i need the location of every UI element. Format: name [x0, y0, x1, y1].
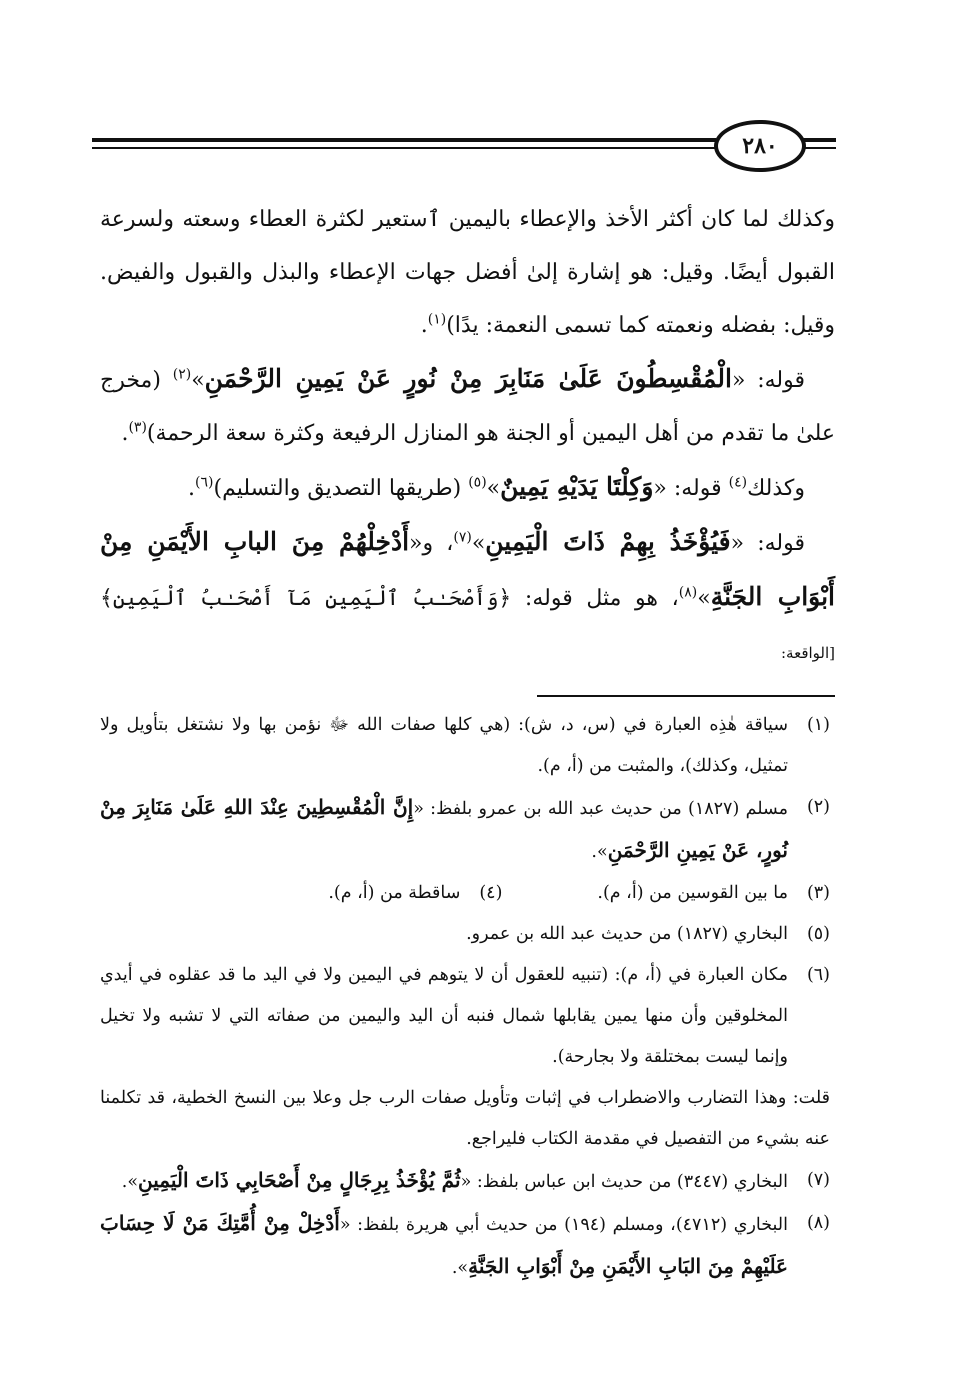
footnote-ref-3: (٣)	[128, 419, 147, 436]
footnote-ref-1: (١)	[427, 311, 447, 328]
footnote-ref-2: (٢)	[172, 366, 192, 383]
footnote-text: البخاري (١٨٢٧) من حديث عبد الله بن عمرو.	[466, 924, 788, 944]
quran-verse: وَأَصْحَـٰبُ ٱلْيَمِينِ مَآ أَصْحَـٰبُ ٱلْيَمِينِ	[112, 586, 499, 610]
footnote-text	[100, 1203, 788, 1289]
paragraph-1-text: وكذلك لما كان أكثر الأخذ والإعطاء باليمين ٱستعير لكثرة العطاء وسعته ولسرعة القبول أيضًا. وقيل: هو إشارة إلىٰ أفضل جهات الإعطاء والبذل والقبول والفيض. وقيل: بفضله ونعمته كما تسمى النعمة: يدًا)	[100, 207, 835, 338]
footnotes	[100, 705, 830, 1289]
footnote-number: (٤)	[479, 883, 503, 903]
footnote-3-text: ما بين القوسين من (أ، م).	[597, 883, 788, 903]
fn8-intro: البخاري (٤٧١٢)، ومسلم (١٩٤) من حديث أبي هريرة بلفظ: «	[339, 1215, 788, 1235]
paragraph-1-end: .	[420, 313, 428, 338]
footnote-ref-6: (٦)	[195, 474, 214, 491]
fn8-close: ».	[451, 1258, 469, 1278]
header-rule-thick	[92, 138, 716, 142]
p4-intro: قوله: «	[730, 531, 805, 556]
footnote-1	[100, 705, 830, 787]
fn7-hadith-quote: ثُمَّ يُؤْخَذُ بِرِجَالٍ مِنْ أَصْحَابِي ذَاتَ الْيَمِينِ	[138, 1168, 461, 1192]
paragraph-2	[100, 352, 835, 460]
p3-end: .	[188, 476, 196, 501]
p3-intro: قوله: «	[653, 476, 729, 501]
paragraph-4	[100, 515, 835, 680]
footnote-number: (٨)	[806, 1213, 830, 1233]
fn2-intro: مسلم (١٨٢٧) من حديث عبد الله بن عمرو بلفظ: «	[413, 799, 788, 819]
footnote-8	[100, 1203, 830, 1289]
footnote-ref-4: (٤)	[728, 474, 748, 491]
footnote-ref-7: (٧)	[453, 529, 472, 546]
paragraph-1	[100, 193, 835, 352]
fn7-intro: البخاري (٣٤٤٧) من حديث ابن عباس بلفظ: «	[460, 1172, 788, 1192]
p4-conj: ، و«	[409, 531, 454, 556]
fn8-hadith-quote: أَدْخِلْ مِنْ أُمَّتِكَ مَنْ لَا حِسَابَ عَلَيْهِمْ مِنَ البَابِ الأَيْمَنِ مِنْ أَبْوَابِ الجَنَّةِ	[100, 1211, 788, 1278]
footnote-5	[100, 914, 830, 955]
hadith-quote-kilta: وَكِلْتَا يَدَيْهِ يَمِينٌ	[500, 472, 654, 501]
footnote-number: (٥)	[806, 924, 830, 944]
fn2-close: ».	[591, 842, 608, 862]
paragraph-3	[100, 460, 835, 515]
p2-explanation: (مخرج علىٰ ما تقدم من أهل اليمين أو الجنة هو المنازل الرفيعة وكثرة سعة الرحمة)	[100, 368, 835, 446]
p4-mid: ، هو مثل قوله: ﴿	[498, 586, 679, 611]
footnote-text: سياقة هٰذِه العبارة في (س، د، ش): (هي كلها صفات الله ﷻ نؤمن بها ولا نشتغل بتأويل ولا تمثيل، وكذلك)، والمثبت من (أ، م).	[100, 715, 788, 776]
footnote-6	[100, 955, 830, 1078]
p3-start: وكذلك	[747, 476, 805, 501]
p3-close: »	[486, 476, 501, 501]
page-header	[92, 120, 836, 180]
p2-intro: قوله: «	[731, 368, 805, 393]
header-rule-thin	[92, 147, 716, 149]
hadith-quote-adkhilhum: أَدْخِلْهُمْ مِنَ البابِ الأَيْمَنِ مِنْ أَبْوَابِ الجَنَّةِ	[100, 527, 835, 611]
hadith-quote-muqsitun: الْمُقْسِطُونَ عَلَىٰ مَنَابِرَ مِنْ نُورٍ عَنْ يَمِينِ الرَّحْمَنِ	[204, 364, 732, 393]
footnote-number: (٦)	[806, 965, 830, 985]
hadith-quote-yukhadh: فَيُؤْخَذُ بِهِمْ ذَاتَ الْيَمِينِ	[485, 527, 731, 556]
p4-close-1: »	[471, 531, 486, 556]
footnotes-3-4	[100, 873, 830, 914]
p3-explanation: (طريقها التصديق والتسليم)	[213, 476, 469, 501]
footnote-2	[100, 787, 830, 873]
footnote-ref-5: (٥)	[468, 474, 487, 491]
footnote-number: (٣)	[806, 883, 830, 903]
p4-verse-close: ﴾	[100, 586, 113, 611]
footnote-text	[100, 1160, 788, 1203]
page-number: ٢٨٠	[714, 120, 806, 172]
footnote-text: مكان العبارة في (أ، م): (تنبيه للعقول أن لا يتوهم في اليمين ولا في اليد ما قد عقلوه في أيدي المخلوقين وأن منها يمين يقابلها شمال فنبه أن اليد واليمين من صفاته التي لا تشبه ولا تخيل وإنما ليست بمختلقة ولا بجارحة).	[100, 965, 788, 1067]
surah-reference: [الواقعة:	[780, 644, 835, 662]
footnote-number: (١)	[806, 715, 830, 735]
fn2-hadith-quote: إِنَّ الْمُقْسِطِينَ عِنْدَ اللهِ عَلَىٰ مَنَابِرَ مِنْ نُورٍ، عَنْ يَمِينِ الرَّحْمَنِ	[100, 795, 788, 862]
footnote-7	[100, 1160, 830, 1203]
fn7-close: ».	[121, 1172, 139, 1192]
footnote-number: (٧)	[806, 1170, 830, 1190]
main-text	[100, 193, 835, 680]
p2-end: .	[121, 421, 129, 446]
p4-close-2: »	[697, 586, 711, 611]
footnote-text	[100, 787, 788, 873]
p2-close: »	[191, 368, 205, 393]
footnote-ref-8: (٨)	[678, 584, 698, 601]
footnote-separator	[537, 695, 835, 697]
footnote-4-text: ساقطة من (أ، م).	[328, 883, 461, 903]
footnote-6-note: قلت: وهذا التضارب والاضطراب في إثبات وتأويل صفات الرب جل وعلا بين النسخ الخطية، قد تكلمنا عنه بشيء من التفصيل في مقدمة الكتاب فليراجع.	[100, 1088, 830, 1149]
footnote-number: (٢)	[806, 797, 830, 817]
